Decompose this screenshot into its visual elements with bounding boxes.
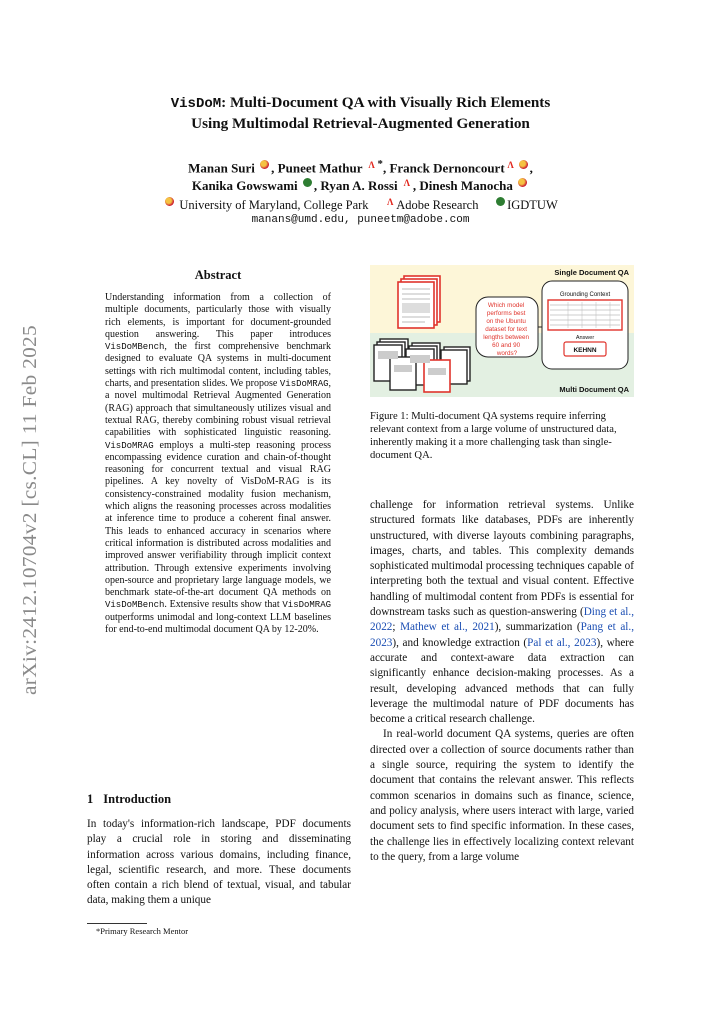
footnote-rule <box>87 923 147 924</box>
adobe-logo-icon: Λ <box>507 160 514 171</box>
question-bubble <box>476 297 538 357</box>
author-name: Puneet Mathur <box>277 160 363 176</box>
citation-link[interactable]: Pal et al., 2023 <box>527 636 597 649</box>
abstract-text: Understanding information from a collection of multiple documents, particularly those with visually rich elements, is important for document-grounded question answering. This paper introduces <box>105 292 331 340</box>
abstract-text: , a novel multimodal Retrieval Augmented Generation (RAG) approach that simultaneously utilizes visual and textual RAG, thereby combining robust visual retrieval capabilities with sophisticated linguistic reasoning. <box>105 378 331 439</box>
intro-paragraph: In today's information-rich landscape, PDF documents play a crucial role in storing and disseminating information across various domains, including finance, legal, scientific research, and more. These documents often contain a rich blend of textual, visual, and tabular data, making them a unique <box>87 818 351 907</box>
paragraph <box>370 498 634 727</box>
section-title: Introduction <box>103 792 172 806</box>
text-run: ), and knowledge extraction ( <box>392 636 528 649</box>
single-document-stack <box>398 276 440 328</box>
author-list: Manan Suri , Puneet Mathur Λ *, Franck Dernoncourt Λ , Kanika Gowswami , Ryan A. Rossi Λ , Dinesh Manocha <box>188 158 533 194</box>
citation-link[interactable]: Mathew et al., 2021 <box>400 621 495 634</box>
text-run: challenge for information retrieval systems. Unlike structured formats like databases, PDFs are inherently unstructured, with diverse layouts combining paragraphs, images, charts, and tables. This complexity demands sophisticated multimodal processing techniques capable of interpreting both the textual and visual content. Effective handling of multimodal content from PDFs is essential for downstream tasks such as question-answering ( <box>370 499 634 619</box>
abstract-text: outperforms unimodal and long-context LLM baselines for end-to-end multimodal document QA by 12-20%. <box>105 611 331 636</box>
text-run: ), where accurate and context-aware data extraction can significantly enhance decision-making processes. As a result, developing advanced methods that can fully leverage the multimodal nature of PDF documents has become a critical research challenge. <box>370 636 634 726</box>
affiliation-adobe: Adobe Research <box>396 198 479 212</box>
multi-doc-label: Multi Document QA <box>559 385 629 394</box>
title-line2: Using Multimodal Retrieval-Augmented Generation <box>191 115 530 132</box>
citation-link[interactable]: Ding et al., 2022 <box>370 606 634 634</box>
abstract-body <box>105 292 331 636</box>
section-number: 1 <box>87 792 94 806</box>
igdtuw-logo-icon <box>303 178 312 187</box>
right-column-text <box>370 498 634 865</box>
abstract-mono: VisDoMRAG <box>282 600 331 611</box>
citation-link[interactable]: Pang et al., 2023 <box>370 621 634 649</box>
text-run: ; <box>392 621 401 634</box>
igdtuw-logo-icon <box>496 197 505 206</box>
abstract-mono: VisDoMRAG <box>105 440 154 451</box>
grounding-answer-panel <box>542 281 628 369</box>
umd-logo-icon <box>518 178 527 187</box>
answer-label: Answer <box>575 335 595 341</box>
affiliation-umd: University of Maryland, College Park <box>179 198 369 212</box>
paper-title <box>100 93 621 133</box>
section-heading <box>87 792 171 807</box>
figure-caption: Figure 1: Multi-document QA systems require inferring relevant context from a large volume of unstructured data, inherently making it a more challenging task than single-document QA. <box>370 411 617 461</box>
abstract-mono: VisDoMBench <box>105 600 165 611</box>
arxiv-side-stamp <box>8 320 48 700</box>
abstract-text: employs a multi-step reasoning process encompassing evidence curation and chain-of-thought reasoning for concurrent textual and visual RAG pipelines. A key novelty of VisDoM-RAG is its consistency-constrained modality fusion mechanism, which aligns the reasoning processes across modalities at inference time to produce a coherent final answer. This leads to enhanced accuracy in scenarios where critical information is distributed across modalities and improved answer verifiability through implicit context attribution. Through extensive experiments involving open-source and proprietary large language models, we benchmark state-of-the-art document QA methods on <box>105 439 331 599</box>
arxiv-stamp-text: arXiv:2412.10704v2 [cs.CL] 11 Feb 2025 <box>19 347 41 695</box>
umd-logo-icon <box>165 197 174 206</box>
abstract-heading: Abstract <box>194 268 242 282</box>
abstract-mono: VisDoMRAG <box>279 379 329 390</box>
star-mark: * <box>377 158 383 170</box>
title-line1: : Multi-Document QA with Visually Rich Elements <box>221 94 551 111</box>
affiliations <box>100 196 621 214</box>
abstract-text: . Extensive results show that <box>164 599 283 611</box>
affiliation-igdtuw: IGDTUW <box>507 198 558 212</box>
author-name: Dinesh Manocha <box>419 178 513 194</box>
footnote: *Primary Research Mentor <box>96 926 189 936</box>
abstract-mono: VisDoMBench <box>105 342 165 353</box>
author-name: Ryan A. Rossi <box>320 178 398 194</box>
author-name: Kanika Gowswami <box>191 178 298 194</box>
text-run: ), summarization ( <box>494 621 581 634</box>
figure-1 <box>370 265 634 397</box>
adobe-logo-icon: Λ <box>368 160 375 171</box>
title-mono: VisDoM <box>170 96 222 112</box>
svg-text:Which model performs b: Which model performs best on the Ubuntu dataset for text lengths between 60 and 90 words? <box>483 302 530 357</box>
adobe-logo-icon: Λ <box>403 178 411 189</box>
paragraph: In real-world document QA systems, queries are often directed over a collection of source documents rather than a single source, requiring the system to identify the document that contains the relevant answer. This reflects common scenarios in domains such as finance, science, and policy analysis, where users interact with large, varied document sets to find specific information. In these cases, the challenge lies in effectively localizing context relevant to the query, from a large volume <box>370 728 634 863</box>
author-name: Manan Suri <box>188 160 255 176</box>
umd-logo-icon <box>260 160 269 169</box>
abstract-text: , the first comprehensive benchmark designed to evaluate QA systems in multi-document settings with rich multimodal content, including tables, charts, and presentation slides. We propose <box>105 341 331 390</box>
author-name: Franck Dernoncourt <box>389 160 505 176</box>
umd-logo-icon <box>519 160 528 169</box>
answer-value: KEHNN <box>573 347 597 354</box>
grounding-context-label: Grounding Context <box>559 292 611 298</box>
adobe-logo-icon: Λ <box>386 197 394 207</box>
single-doc-label: Single Document QA <box>554 268 629 277</box>
author-emails: manans@umd.edu, puneetm@adobe.com <box>251 214 470 226</box>
